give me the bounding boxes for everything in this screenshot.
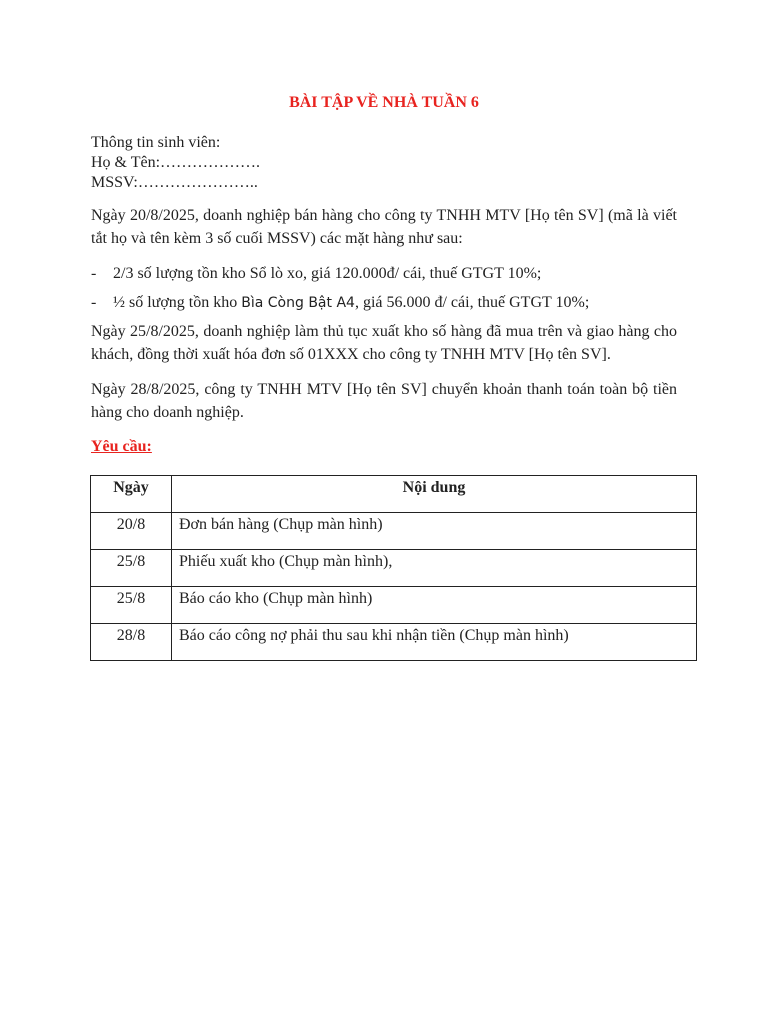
document-title: BÀI TẬP VỀ NHÀ TUẦN 6: [289, 94, 479, 111]
paragraph-delivery: Ngày 25/8/2025, doanh nghiệp làm thủ tục xuất kho số hàng đã mua trên và giao hàng cho khách, đồng thời xuất hóa đơn số 01XXX cho công ty TNHH MTV [Họ tên SV].: [91, 323, 677, 363]
header-date: Ngày: [91, 476, 172, 513]
table-row: [91, 624, 697, 661]
requirements-table: [90, 475, 697, 661]
table-row: [91, 550, 697, 587]
bullet-text: 2/3 số lượng tồn kho Sổ lò xo, giá 120.000đ/ cái, thuế GTGT 10%;: [113, 265, 542, 282]
student-name-line: Họ & Tên:……………….: [91, 154, 261, 171]
table-row: [91, 587, 697, 624]
row-date: 25/8: [91, 550, 172, 587]
header-content: Nội dung: [172, 476, 697, 513]
row-date: 20/8: [91, 513, 172, 550]
bullet-text-before: ½ số lượng tồn kho: [113, 294, 242, 311]
row-date: 25/8: [91, 587, 172, 624]
paragraph-payment: Ngày 28/8/2025, công ty TNHH MTV [Họ tên SV] chuyển khoản thanh toán toàn bộ tiền hàng cho doanh nghiệp.: [91, 381, 677, 421]
row-content: Đơn bán hàng (Chụp màn hình): [172, 513, 697, 550]
paragraph-sale: Ngày 20/8/2025, doanh nghiệp bán hàng cho công ty TNHH MTV [Họ tên SV] (mã là viết tắt họ và tên kèm 3 số cuối MSSV) các mặt hàng như sau:: [91, 207, 677, 247]
student-id-line: MSSV:…………………..: [91, 174, 258, 191]
student-info-heading: Thông tin sinh viên:: [91, 134, 221, 151]
row-content: Báo cáo công nợ phải thu sau khi nhận tiền (Chụp màn hình): [172, 624, 697, 661]
bullet-text: [113, 293, 589, 313]
table-header-row: [91, 476, 697, 513]
bullet-text-after: , giá 56.000 đ/ cái, thuế GTGT 10%;: [354, 294, 590, 311]
row-content: Báo cáo kho (Chụp màn hình): [172, 587, 697, 624]
row-content: Phiếu xuất kho (Chụp màn hình),: [172, 550, 697, 587]
table-row: [91, 513, 697, 550]
row-date: 28/8: [91, 624, 172, 661]
requirement-label: Yêu cầu:: [91, 438, 152, 455]
bullet-dash: -: [91, 294, 97, 311]
product-name: Bìa Còng Bật A4: [241, 295, 355, 311]
bullet-dash: -: [91, 265, 97, 282]
student-info: [91, 133, 677, 193]
